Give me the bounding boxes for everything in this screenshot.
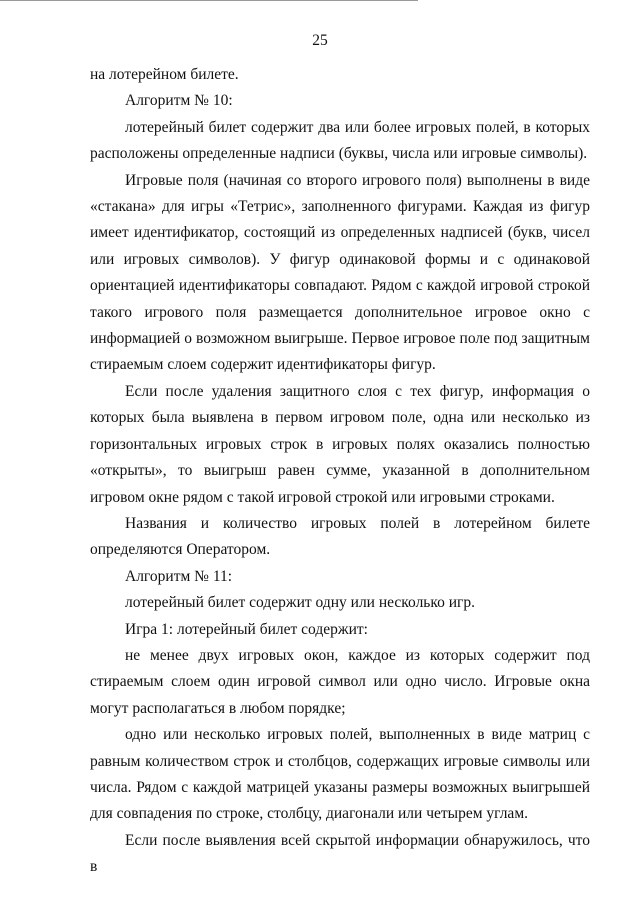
paragraph: лотерейный билет содержит два или более игровых полей, в которых расположены определенные надписи (буквы, числа или игровые символы). [90,118,590,163]
paragraph: Если после выявления всей скрытой информации обнаружилось, что в [90,831,590,876]
paragraph: Если после удаления защитного слоя с тех фигур, информация о которых была выявлена в первом игровом поле, одна или несколько из горизонтальных игровых строк в игровых полях оказались полностью «открыты», то выигрыш равен сумме, указанной в дополнительном игровом окне рядом с такой игровой строкой или игровыми строками. [90,382,590,506]
paragraph: не менее двух игровых окон, каждое из которых содержит под стираемым слоем один игровой символ или одно число. Игровые окна могут располагаться в любом порядке; [90,646,590,717]
scan-edge-line [0,0,418,1]
algorithm-11-heading: Алгоритм № 11: [125,567,233,585]
paragraph: лотерейный билет содержит одну или несколько игр. [125,594,476,612]
document-body [90,62,590,881]
algorithm-10-heading: Алгоритм № 10: [125,92,233,110]
paragraph: одно или несколько игровых полей, выполненных в виде матриц с равным количеством строк и столбцов, содержащих игровые символы или числа. Рядом с каждой матрицей указаны размеры возможных выигрышей для совпадения по строке, столбцу, диагонали или четырем углам. [90,726,590,823]
paragraph: Игровые поля (начиная со второго игрового поля) выполнены в виде «стакана» для игры «Тетрис», заполненного фигурами. Каждая из фигур имеет идентификатор, состоящий из определенных надписей (букв, чисел или игровых символов). У фигур одинаковой формы и с одинаковой ориентацией идентификаторы совпадают. Рядом с каждой игровой строкой такого игрового поля размещается дополнительное игровое окно с информацией о возможном выигрыше. Первое игровое поле под защитным стираемым слоем содержит идентификаторы фигур. [90,171,590,374]
page-number: 25 [312,32,328,49]
paragraph: на лотерейном билете. [90,66,239,83]
paragraph: Названия и количество игровых полей в лотерейном билете определяются Оператором. [90,514,590,559]
game-1-heading: Игра 1: лотерейный билет содержит: [125,620,368,638]
